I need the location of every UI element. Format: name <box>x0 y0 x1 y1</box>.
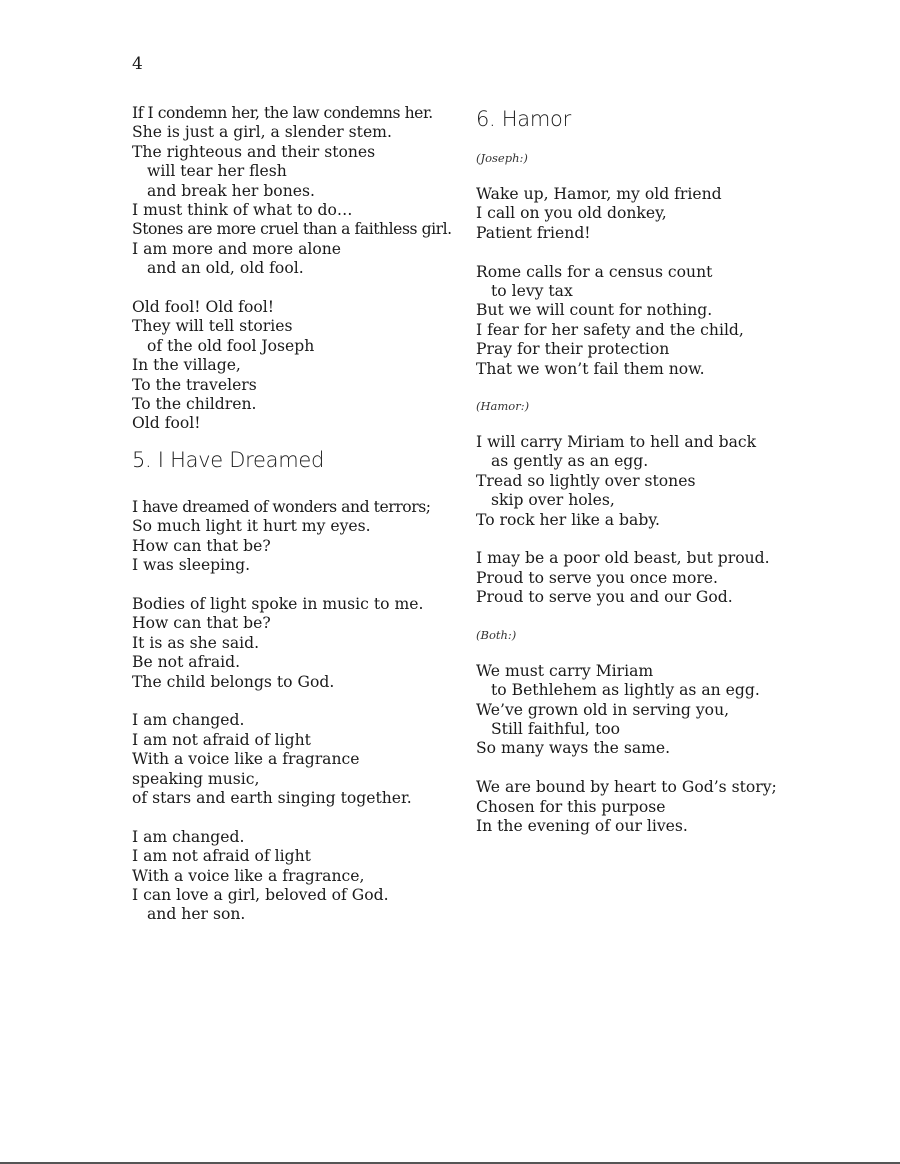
verse-line: Be not afraid. <box>132 653 241 672</box>
verse-line: With a voice like a fragrance, <box>132 866 365 885</box>
verse-line: Proud to serve you once more. <box>476 568 718 587</box>
verse-line: will tear her flesh <box>147 162 287 181</box>
verse-line: With a voice like a fragrance <box>132 750 360 769</box>
verse-line: We are bound by heart to God’s story; <box>476 778 777 797</box>
verse-line: The child belongs to God. <box>132 672 335 691</box>
stanza <box>476 662 786 759</box>
speaker-label: (Joseph:) <box>476 151 528 165</box>
speaker-label: (Both:) <box>476 627 517 642</box>
verse-line: Chosen for this purpose <box>476 797 666 816</box>
verse-line: In the evening of our lives. <box>476 816 688 835</box>
verse-line: speaking music, <box>132 769 260 788</box>
verse-line: I fear for her safety and the child, <box>476 320 744 339</box>
verse-line: as gently as an egg. <box>491 452 649 471</box>
verse-line: Wake up, Hamor, my old friend <box>476 185 722 203</box>
verse-line: I have dreamed of wonders and terrors; <box>132 497 431 516</box>
verse-line: The righteous and their stones <box>132 142 376 161</box>
stanza <box>476 185 786 243</box>
verse-line: and her son. <box>147 905 246 924</box>
verse-line: So many ways the same. <box>476 739 671 758</box>
speaker-label: (Hamor:) <box>476 399 530 414</box>
page-number: 4 <box>132 54 143 74</box>
stanza <box>476 549 786 607</box>
speaker-stanzas <box>476 185 786 379</box>
right-sections <box>476 150 786 836</box>
verse-line: Bodies of light spoke in music to me. <box>132 594 424 613</box>
verse-line: If I condemn her, the law condemns her. <box>132 104 433 122</box>
verse-line: of the old fool Joseph <box>147 336 315 355</box>
verse-line: To rock her like a baby. <box>476 510 661 529</box>
stanza <box>132 298 452 434</box>
verse-line: She is just a girl, a slender stem. <box>132 123 392 142</box>
stanza <box>132 498 452 576</box>
left-column <box>132 104 452 925</box>
verse-line: Tread so lightly over stones <box>476 471 696 490</box>
verse-line: Patient friend! <box>476 223 591 242</box>
verse-line: Old fool! Old fool! <box>132 298 274 317</box>
verse-line: Rome calls for a census count <box>476 262 713 281</box>
verse-line: I am changed. <box>132 711 245 730</box>
verse-line: and an old, old fool. <box>147 259 304 278</box>
stanza <box>476 263 786 379</box>
stanza <box>132 828 452 925</box>
speaker-stanzas <box>476 433 786 608</box>
verse-line: To the children. <box>132 395 257 414</box>
verse-line: I will carry Miriam to hell and back <box>476 433 757 452</box>
verse-line: We’ve grown old in serving you, <box>476 700 730 719</box>
section-heading-hamor: 6. Hamor <box>476 107 571 131</box>
verse-line: skip over holes, <box>491 491 615 510</box>
verse-line: Pray for their protection <box>476 340 670 359</box>
speaker-section <box>476 398 786 608</box>
verse-line: How can that be? <box>132 614 271 633</box>
verse-line: I was sleeping. <box>132 556 251 575</box>
verse-line: I call on you old donkey, <box>476 204 667 223</box>
stanza <box>132 711 452 808</box>
verse-line: But we will count for nothing. <box>476 301 713 320</box>
verse-line: I must think of what to do… <box>132 201 353 220</box>
verse-line: I am not afraid of light <box>132 730 311 749</box>
verse-line: To the travelers <box>132 375 257 394</box>
right-column <box>476 106 786 855</box>
verse-line: I am more and more alone <box>132 239 342 258</box>
verse-line: That we won’t fail them now. <box>476 359 705 378</box>
verse-line: So much light it hurt my eyes. <box>132 517 371 536</box>
verse-line: Still faithful, too <box>491 719 620 738</box>
verse-line: I can love a girl, beloved of God. <box>132 885 389 904</box>
speaker-section <box>476 627 786 837</box>
speaker-section <box>476 150 786 379</box>
speaker-stanzas <box>476 662 786 837</box>
verse-line: Stones are more cruel than a faithless girl. <box>132 220 452 239</box>
verse-line: We must carry Miriam <box>476 661 654 680</box>
verse-line: How can that be? <box>132 536 271 555</box>
verse-line: and break her bones. <box>147 181 315 200</box>
verse-line: I am changed. <box>132 827 245 846</box>
section-heading-i-have-dreamed: 5. I Have Dreamed <box>132 447 325 472</box>
verse-line: I may be a poor old beast, but proud. <box>476 549 770 568</box>
stanza <box>132 595 452 692</box>
verse-line: Old fool! <box>132 414 201 433</box>
left-stanzas-before <box>132 104 452 434</box>
left-stanzas-after <box>132 498 452 925</box>
verse-line: to levy tax <box>491 282 573 301</box>
verse-line: In the village, <box>132 356 241 375</box>
verse-line: to Bethlehem as lightly as an egg. <box>491 681 760 700</box>
verse-line: It is as she said. <box>132 633 260 652</box>
stanza <box>476 433 786 530</box>
verse-line: of stars and earth singing together. <box>132 788 412 807</box>
stanza <box>132 104 452 279</box>
verse-line: Proud to serve you and our God. <box>476 588 733 607</box>
verse-line: They will tell stories <box>132 317 293 336</box>
stanza <box>476 778 786 836</box>
verse-line: I am not afraid of light <box>132 847 311 866</box>
